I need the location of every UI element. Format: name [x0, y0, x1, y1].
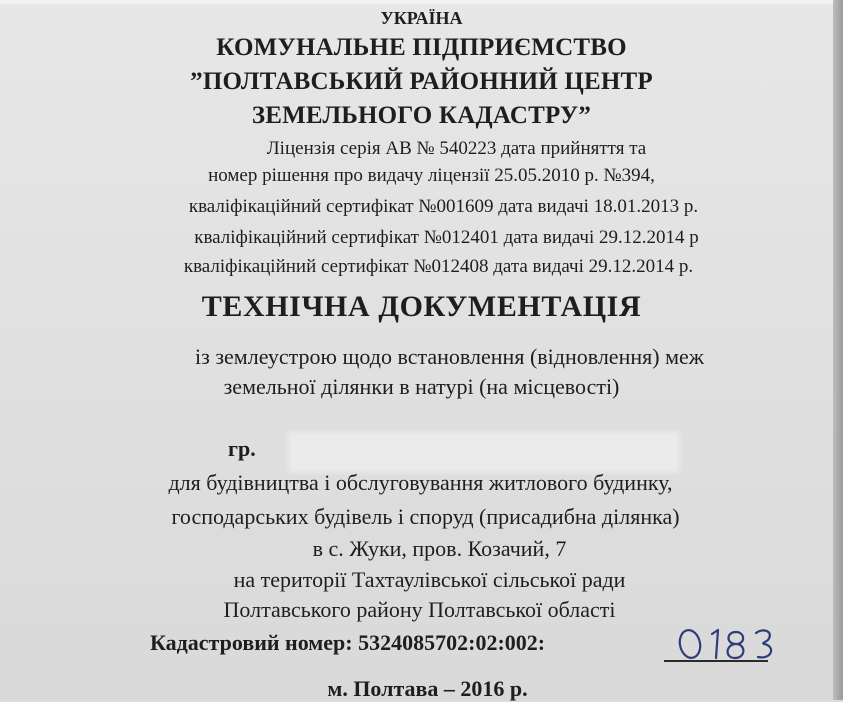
address-line: в с. Жуки, пров. Козачий, 7 — [312, 536, 567, 561]
organization-line-3: ЗЕМЕЛЬНОГО КАДАСТРУ” — [251, 102, 592, 129]
purpose-line-1: для будівництва і обслуговування житлового будинку, — [168, 470, 673, 495]
organization-line-1: КОМУНАЛЬНЕ ПІДПРИЄМСТВО — [216, 34, 627, 61]
subject-line-1: із землеустрою щодо встановлення (відновлення) меж — [195, 344, 704, 369]
cadastral-number-label: Кадастровий номер: 5324085702:02:002: — [150, 630, 546, 655]
license-line-1: Ліцензія серія АВ № 540223 дата прийняття та — [266, 138, 647, 159]
redacted-name — [288, 432, 680, 472]
paper-top-edge — [0, 0, 843, 4]
organization-line-2: ”ПОЛТАВСЬКИЙ РАЙОННИЙ ЦЕНТР — [190, 68, 653, 95]
license-line-2: номер рішення про видачу ліцензії 25.05.2010 р. №394, — [208, 165, 655, 186]
certificate-line-3: кваліфікаційний сертифікат №012408 дата видачі 29.12.2014 р. — [183, 256, 694, 277]
territory-line-1: на території Тахтаулівської сільської ради — [233, 567, 626, 592]
country-heading: УКРАЇНА — [380, 8, 463, 28]
cadastral-underline — [664, 660, 768, 662]
purpose-line-2: господарських будівель і споруд (присадибна ділянка) — [171, 504, 680, 529]
territory-line-2: Полтавського району Полтавської області — [223, 597, 616, 622]
city-year: м. Полтава – 2016 р. — [327, 676, 528, 701]
certificate-line-1: кваліфікаційний сертифікат №001609 дата видачі 18.01.2013 р. — [188, 196, 699, 217]
certificate-line-2: кваліфікаційний сертифікат №012401 дата видачі 29.12.2014 р — [194, 227, 699, 248]
citizen-prefix: гр. — [228, 436, 256, 461]
subject-line-2: земельної ділянки в натурі (на місцевості) — [223, 374, 620, 399]
document-title: ТЕХНІЧНА ДОКУМЕНТАЦІЯ — [201, 290, 642, 323]
